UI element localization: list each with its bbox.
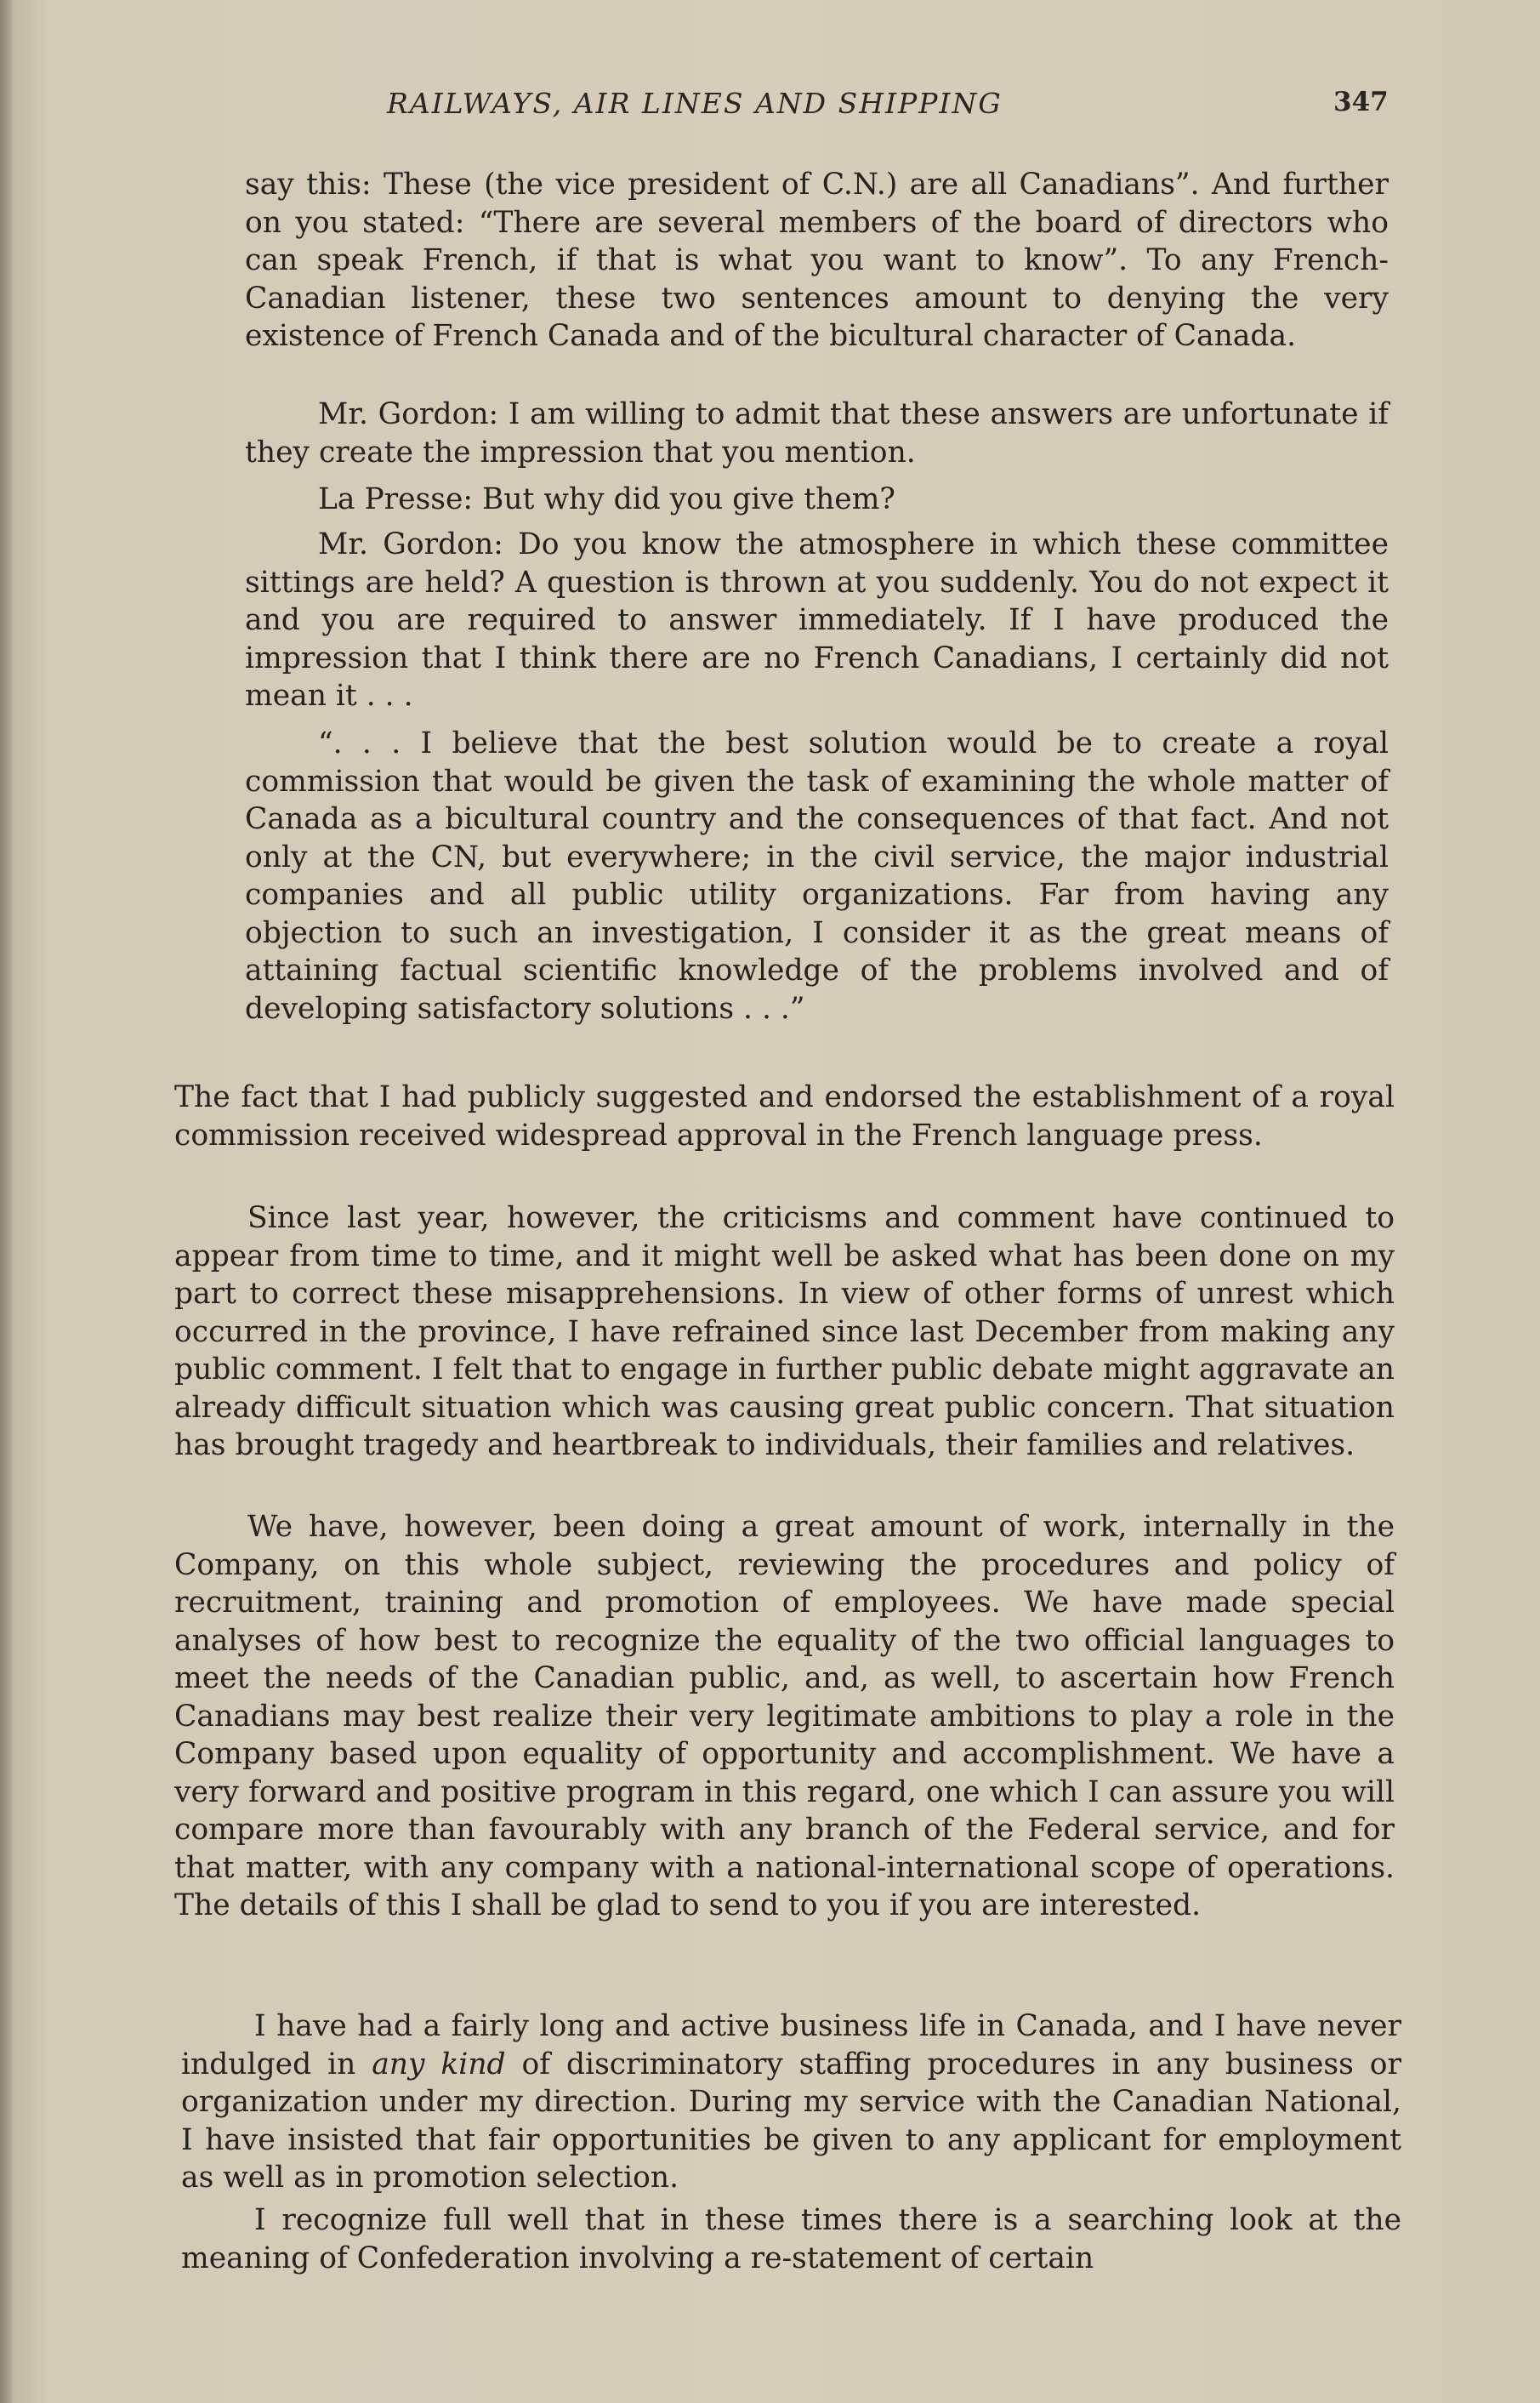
quote-paragraph-3: La Presse: But why did you give them? <box>318 482 895 516</box>
body-paragraph-3: We have, however, been doing a great amount of work, internally in the Company, on this whole subject, reviewing the procedures and policy of recruitment, training and promotion of employees. We have made special analyses of how best to recognize the equality of the two official languages to meet the needs of the Canadian public, and, as well, to ascertain how French Canadians may best realize their very legitimate ambitions to play a role in the Company based upon equality of opportunity and accomplishment. We have a very forward and positive program in this regard, one which I can assure you will compare more than favourably with any branch of the Federal service, and for that matter, with any company with a national-international scope of operations. The details of this I shall be glad to send to you if you are interested. <box>174 1510 1395 1922</box>
body-paragraph-2: Since last year, however, the criticisms and comment have continued to appear from time to time, and it might well be asked what has been done on my part to correct these misapprehensions. In view of other forms of unrest which occurred in the province, I have refrained since last December from making any public comment. I felt that to engage in further public debate might aggravate an already difficult situation which was causing great public concern. That situation has brought tragedy and heartbreak to individuals, their families and relatives. <box>174 1201 1395 1462</box>
quote-paragraph-4: Mr. Gordon: Do you know the atmosphere in which these committee sittings are held? A question is thrown at you suddenly. You do not expect it and you are required to answer immediately. If I have produced the impression that I think there are no French Canadians, I certainly did not mean it . . . <box>245 527 1389 713</box>
body-paragraph-4 <box>181 2007 1401 2197</box>
body-paragraph-5: I recognize full well that in these times there is a searching look at the meaning of Confederation involving a re-statement of certain <box>181 2203 1401 2275</box>
quote-paragraph-1: say this: These (the vice president of C.N.) are all Canadians”. And further on you stated: “There are several members of the board of directors who can speak French, if that is what you want to know”. To any French-Canadian listener, these two sentences amount to denying the very existence of French Canada and of the bicultural character of Canada. <box>245 168 1389 353</box>
running-head: RAILWAYS, AIR LINES AND SHIPPING <box>387 87 1003 120</box>
emphasis-any-kind: any kind <box>372 2047 506 2081</box>
page-number: 347 <box>1333 87 1389 117</box>
body-paragraph-4-start: I have had a fairly long and active business life in Canada, and I have never indulged in <box>181 2009 1401 2081</box>
body-paragraph-4-end: of discriminatory staffing procedures in any business or organization under my direction. During my service with the Canadian National, I have insisted that fair opportunities be given to any applicant for employment as well as in promotion selection. <box>181 2047 1401 2195</box>
quote-paragraph-2: Mr. Gordon: I am willing to admit that these answers are unfortunate if they create the impression that you mention. <box>245 397 1389 470</box>
body-paragraph-1: The fact that I had publicly suggested and endorsed the establishment of a royal commission received widespread approval in the French language press. <box>174 1080 1395 1153</box>
quote-paragraph-5: “. . . I believe that the best solution would be to create a royal commission that would be given the task of examining the whole matter of Canada as a bicultural country and the consequences of that fact. And not only at the CN, but everywhere; in the civil service, the major industrial companies and all public utility organizations. Far from having any objection to such an investigation, I consider it as the great means of attaining factual scientific knowledge of the problems involved and of developing satisfactory solutions . . .” <box>245 726 1389 1026</box>
